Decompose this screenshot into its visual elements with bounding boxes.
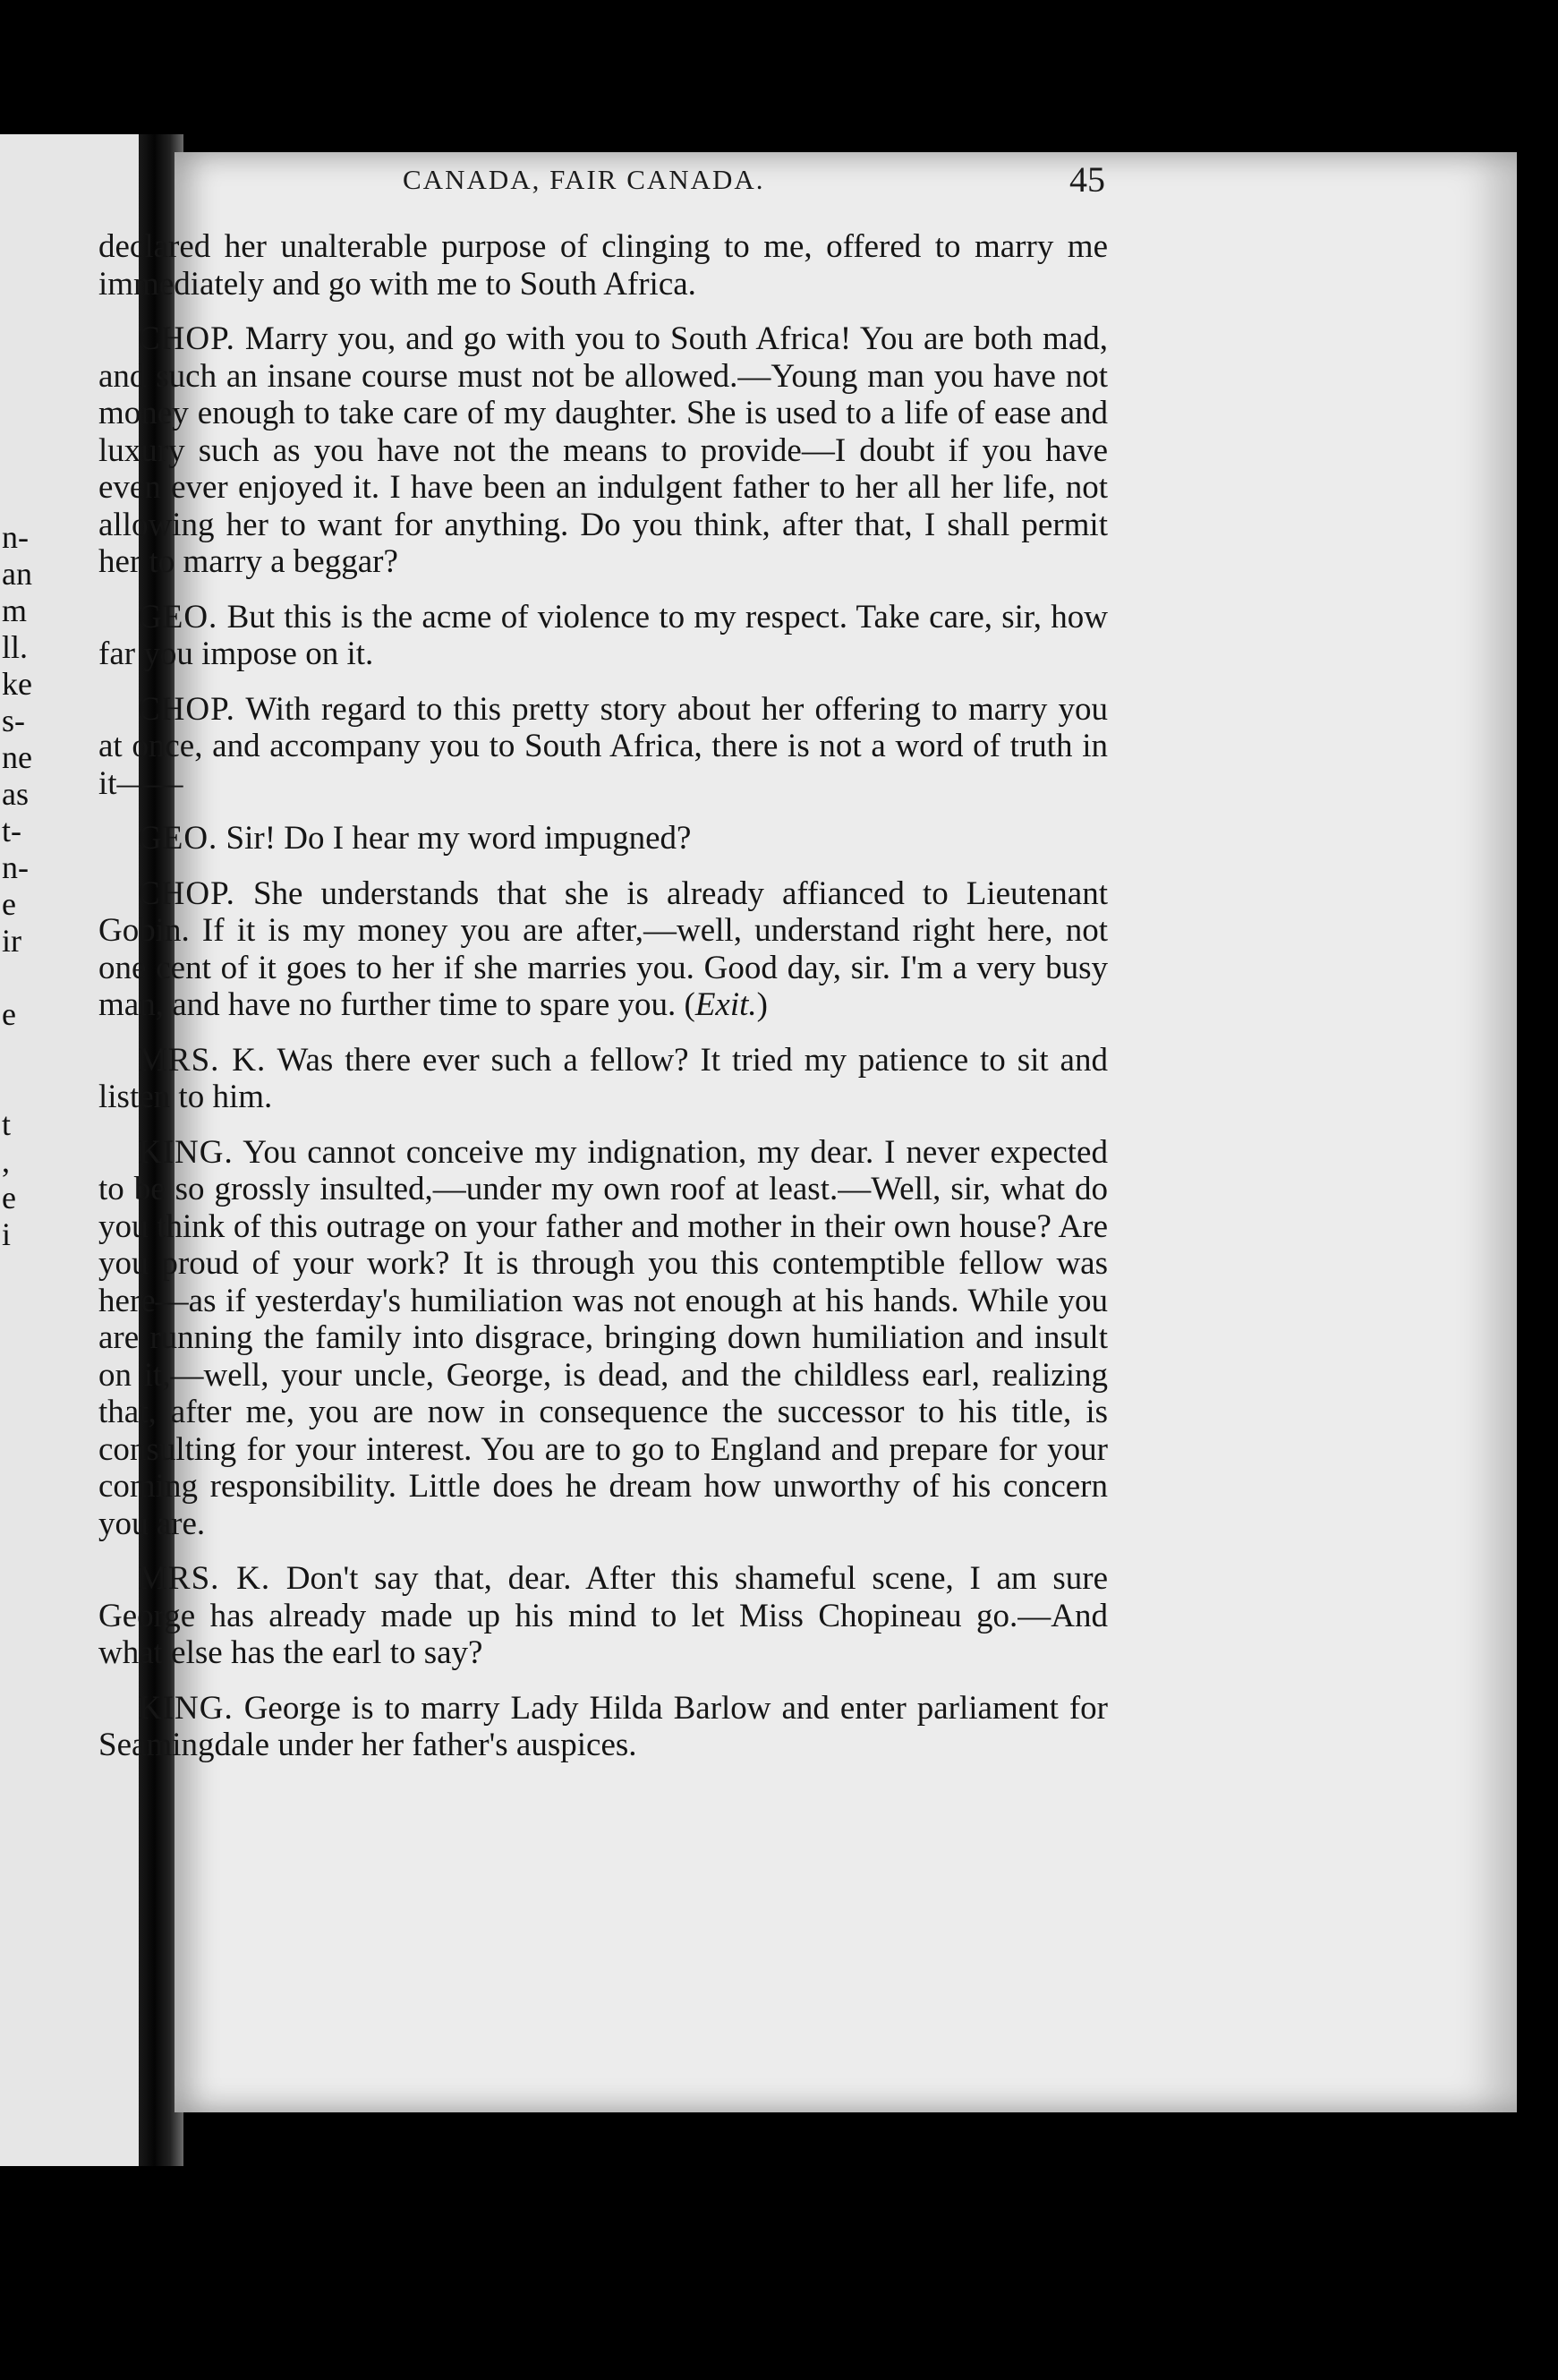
speaker-name: MRS. K. [138,1560,271,1597]
left-fragment-line: e [2,1180,16,1216]
left-fragment-line: n- [2,519,29,555]
left-fragment-line: i [2,1216,12,1252]
dialogue-paragraph [98,320,1108,581]
dialogue-text: George is to marry Lady Hilda Barlow and enter parliament for Seamingdale under her father's auspices. [98,1689,1109,1763]
speaker-name: KING. [138,1689,234,1727]
dialogue-text: But this is the acme of violence to my respect. Take care, sir, how far you impose on it. [98,598,1109,672]
dialogue-paragraph [98,1560,1108,1672]
dialogue-text: With regard to this pretty story about her offering to marry you at once, and accompany you to South Africa, there is not a word of truth in it—— [98,690,1108,802]
dialogue-paragraph [98,691,1108,803]
left-fragment-line: s- [2,703,25,738]
paragraph-text: declared her unalterable purpose of clinging to me, offered to marry me immediately and go with me to South Africa. [98,228,1108,303]
page-body [98,228,1108,1782]
left-fragment-text [2,519,38,1253]
dialogue-text: Marry you, and go with you to South Africa! You are both mad, and such an insane course must not be allowed.—Young man you have not money enough to take care of my daughter. She is used to a life of ease and luxury such as you have not the means to provide—I doubt if you have even ever enjoyed it. I have been an indulgent father to her all her life, not allowing her to want for anything. Do you think, after that, I shall permit her to marry a beggar? [98,320,1108,580]
dialogue-paragraph [98,820,1108,857]
left-fragment-line: e [2,996,16,1032]
running-title: CANADA, FAIR CANADA. [403,164,765,195]
left-fragment-line: ke [2,666,32,702]
left-fragment-line [2,960,38,996]
dialogue-text: Don't say that, dear. After this shameful scene, I am sure George has already made up his mind to let Miss Chopineau go.—And what else has the earl to say? [98,1560,1108,1671]
left-fragment-line [2,1070,38,1106]
left-fragment-line: n- [2,849,29,885]
dialogue-paragraph: CHOP. She understands that she is already affianced to Lieutenant Gobin. If it is my money you are after,—well, understand right here, not one cent of it goes to her if she marries you. Good day, sir. I'm a very busy man, and have no further time to spare you. (Exit.) [98,874,1109,1023]
left-fragment-line [2,1033,38,1070]
dialogue-text: Was there ever such a fellow? It tried my patience to sit and listen to him. [98,1041,1108,1115]
dialogue-text: You cannot conceive my indignation, my dear. I never expected to be so grossly insulted,—under my own roof at least.—Well, sir, what do you think of this outrage on your father and mother in their own house? Are you proud of your work? It is through you this contemptible fellow was here—as if yesterday's humiliation was not enough at his hands. While you are running the family into disgrace, bringing down humiliation and insult on it,—well, your uncle, George, is dead, and the childless earl, realizing that, after me, you are now in consequence the successor to his title, is consulting for your interest. You are to go to England and prepare for your coming responsibility. Little does he dream how unworthy of his concern you are. [98,1133,1108,1542]
stage-direction: Exit. [694,986,757,1023]
dialogue-text: Sir! Do I hear my word impugned? [226,820,692,857]
left-fragment-line: t- [2,813,21,849]
left-fragment-line: ir [2,923,21,959]
left-fragment-line: an [2,556,32,592]
left-fragment-line: e [2,886,16,922]
left-fragment-line: ll. [2,629,29,665]
speaker-name: GEO. [138,598,218,636]
left-fragment-line: , [2,1143,10,1179]
dialogue-paragraph [98,1690,1108,1764]
speaker-name: GEO. [138,820,218,857]
left-fragment-line: as [2,776,29,812]
page-number: 45 [1069,159,1105,200]
speaker-name: CHOP. [138,690,235,728]
speaker-name: MRS. K. [138,1041,267,1079]
left-fragment-line: t [2,1106,12,1142]
dialogue-paragraph [98,1134,1108,1543]
dialogue-paragraph [98,1042,1108,1116]
speaker-name: KING. [138,1133,234,1171]
left-fragment-line: m [2,593,28,628]
paragraph [98,228,1108,303]
dialogue-text: She understands that she is already affianced to Lieutenant Gobin. If it is my money you are after,—well, understand right here, not one cent of it goes to her if she marries you. Good day, sir. I'm a very busy man, and have no further time to spare you. [98,874,1109,1023]
dialogue-paragraph [98,599,1108,673]
left-fragment-line: ne [2,739,32,775]
speaker-name: CHOP. [138,320,235,357]
page-header [0,159,1558,218]
speaker-name: CHOP. [138,874,235,912]
